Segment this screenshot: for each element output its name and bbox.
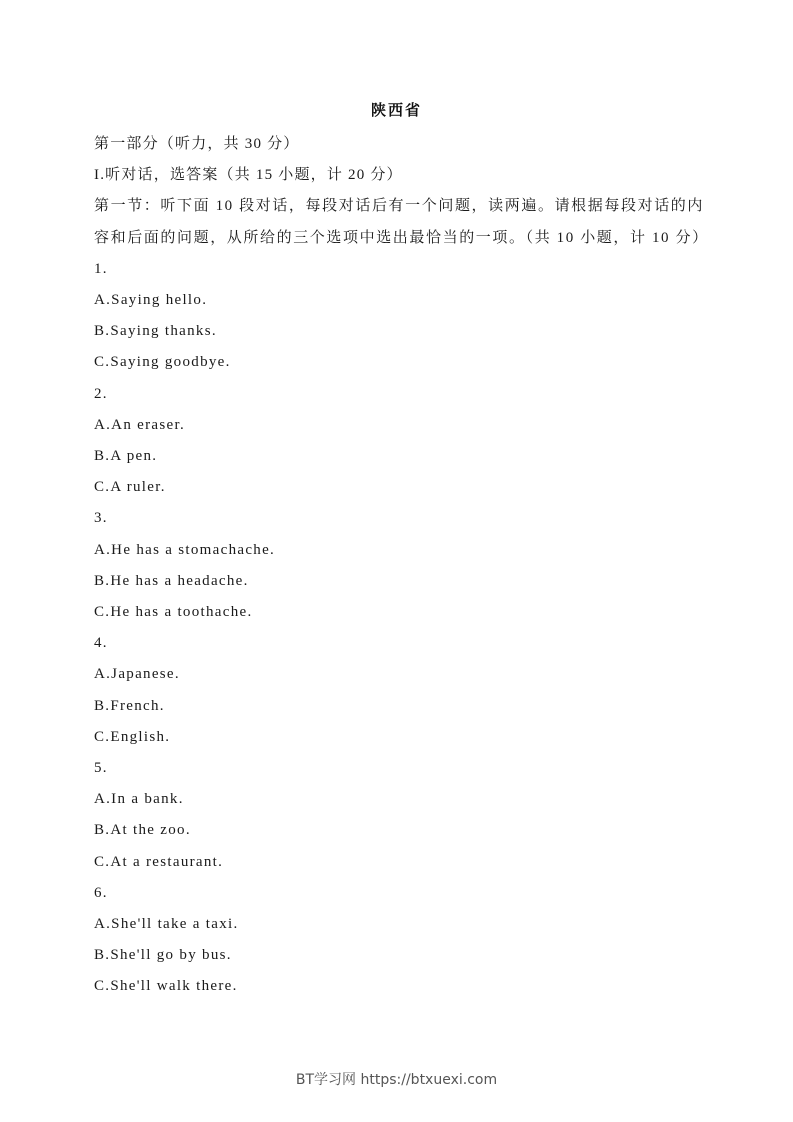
option-c: C.She'll walk there. <box>94 978 238 995</box>
question-block <box>94 878 704 1003</box>
question-number: 2. <box>94 385 108 402</box>
question-number: 3. <box>94 510 108 527</box>
question-number: 4. <box>94 635 108 652</box>
option-c: C.At a restaurant. <box>94 853 224 870</box>
option-b: B.French. <box>94 697 165 714</box>
question-block <box>94 503 704 628</box>
document-body <box>94 129 709 1003</box>
part-heading: 第一部分（听力，共 30 分） <box>94 136 300 152</box>
question-block <box>94 379 704 504</box>
option-b: B.A pen. <box>94 448 158 465</box>
question-number: 5. <box>94 760 108 777</box>
option-a: A.In a bank. <box>94 791 184 808</box>
question-block <box>94 628 704 753</box>
option-a: A.Japanese. <box>94 666 180 683</box>
footer-watermark: BT学习网 https://btxuexi.com <box>295 1072 498 1088</box>
option-a: A.An eraser. <box>94 416 185 433</box>
question-number: 1. <box>94 260 108 277</box>
option-c: C.Saying goodbye. <box>94 354 231 371</box>
page-title: 陕西省 <box>370 101 422 119</box>
instructions-paragraph: 第一节：听下面 10 段对话，每段对话后有一个问题，读两遍。请根据每段对话的内容和后面的问题，从所给的三个选项中选出最恰当的一项。（共 10 小题，计 10 分） <box>94 198 709 246</box>
option-c: C.A ruler. <box>94 479 166 496</box>
question-block <box>94 753 704 878</box>
option-b: B.He has a headache. <box>94 572 249 589</box>
section-heading: I.听对话，选答案（共 15 小题，计 20 分） <box>94 167 403 184</box>
option-b: B.At the zoo. <box>94 822 191 839</box>
option-b: B.She'll go by bus. <box>94 947 232 964</box>
option-a: A.She'll take a taxi. <box>94 916 239 933</box>
option-a: A.He has a stomachache. <box>94 541 276 558</box>
option-a: A.Saying hello. <box>94 292 208 309</box>
question-block <box>94 254 704 379</box>
option-c: C.English. <box>94 728 171 745</box>
option-c: C.He has a toothache. <box>94 604 253 621</box>
question-number: 6. <box>94 884 108 901</box>
option-b: B.Saying thanks. <box>94 323 217 340</box>
